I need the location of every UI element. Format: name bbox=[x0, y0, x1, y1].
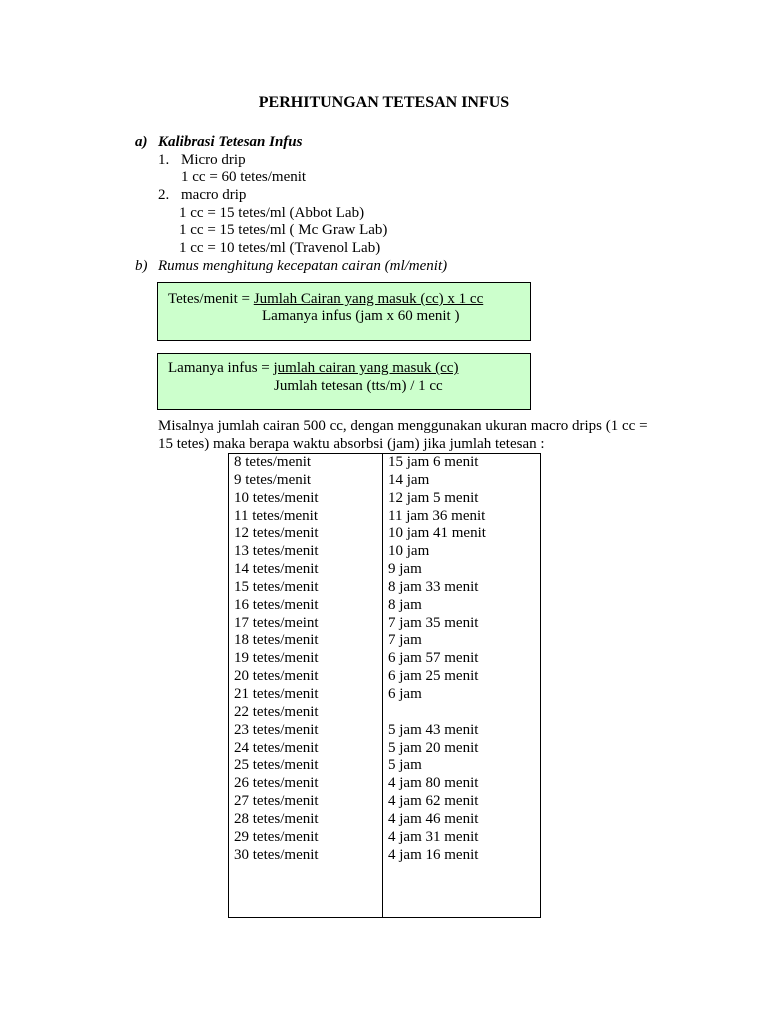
table-cell-duration: 10 jam bbox=[388, 543, 430, 560]
section-a-heading: Kalibrasi Tetesan Infus bbox=[158, 134, 303, 150]
list-item-micro-drip: Micro drip bbox=[181, 152, 246, 168]
table-cell-drip-rate: 16 tetes/menit bbox=[234, 596, 319, 613]
formula-box-infusion-duration bbox=[157, 353, 531, 410]
table-cell-duration: 6 jam 25 menit bbox=[388, 668, 479, 685]
table-cell-drip-rate: 11 tetes/menit bbox=[234, 507, 319, 524]
table-cell-duration: 6 jam 57 menit bbox=[388, 650, 479, 667]
table-cell-duration: 5 jam 20 menit bbox=[388, 739, 479, 756]
formula-denominator: Jumlah tetesan (tts/m) / 1 cc bbox=[274, 378, 443, 394]
calibration-line: 1 cc = 10 tetes/ml (Travenol Lab) bbox=[179, 240, 381, 256]
table-cell-drip-rate: 29 tetes/menit bbox=[234, 828, 319, 845]
calibration-line: 1 cc = 60 tetes/menit bbox=[181, 169, 307, 185]
column-duration bbox=[388, 454, 486, 864]
formula-lhs: Lamanya infus = bbox=[168, 360, 274, 376]
table-cell-drip-rate: 22 tetes/menit bbox=[234, 703, 319, 720]
calibration-line: 1 cc = 15 tetes/ml ( Mc Graw Lab) bbox=[179, 222, 388, 238]
table-cell-drip-rate: 26 tetes/menit bbox=[234, 775, 319, 792]
drip-duration-table bbox=[228, 453, 541, 918]
table-cell-drip-rate: 25 tetes/menit bbox=[234, 757, 319, 774]
list-item-macro-drip: macro drip bbox=[181, 187, 247, 203]
section-b-label: b) bbox=[135, 258, 148, 274]
table-cell-duration: 7 jam 35 menit bbox=[388, 614, 479, 631]
table-cell-duration: 11 jam 36 menit bbox=[388, 507, 486, 524]
formula-denominator: Lamanya infus (jam x 60 menit ) bbox=[262, 308, 460, 324]
table-cell-drip-rate: 12 tetes/menit bbox=[234, 525, 319, 542]
calibration-line: 1 cc = 15 tetes/ml (Abbot Lab) bbox=[179, 205, 365, 221]
table-cell-duration: 4 jam 46 menit bbox=[388, 810, 479, 827]
table-cell-duration: 4 jam 62 menit bbox=[388, 793, 479, 810]
table-cell-duration: 5 jam 43 menit bbox=[388, 721, 479, 738]
table-cell-drip-rate: 17 tetes/meint bbox=[234, 614, 319, 631]
example-line-1: Misalnya jumlah cairan 500 cc, dengan menggunakan ukuran macro drips (1 cc = bbox=[158, 418, 648, 434]
table-cell-drip-rate: 10 tetes/menit bbox=[234, 489, 319, 506]
table-cell-drip-rate: 8 tetes/menit bbox=[234, 454, 312, 470]
column-divider bbox=[382, 454, 383, 917]
table-cell-drip-rate: 14 tetes/menit bbox=[234, 561, 319, 578]
table-cell-duration: 7 jam bbox=[388, 632, 422, 649]
formula-lhs: Tetes/menit = bbox=[168, 291, 254, 307]
formula-numerator: Jumlah Cairan yang masuk (cc) x 1 cc bbox=[253, 291, 484, 307]
table-cell-duration: 14 jam bbox=[388, 471, 430, 488]
table-cell-drip-rate: 9 tetes/menit bbox=[234, 471, 312, 488]
table-cell-drip-rate: 15 tetes/menit bbox=[234, 578, 319, 595]
table-cell-duration: 6 jam bbox=[388, 685, 422, 702]
table-cell-duration: 4 jam 31 menit bbox=[388, 828, 479, 845]
table-cell-duration bbox=[388, 704, 486, 722]
table-cell-drip-rate: 23 tetes/menit bbox=[234, 721, 319, 738]
table-cell-duration: 9 jam bbox=[388, 561, 422, 578]
table-cell-drip-rate: 30 tetes/menit bbox=[234, 846, 319, 863]
table-cell-drip-rate: 18 tetes/menit bbox=[234, 632, 319, 649]
table-cell-drip-rate: 24 tetes/menit bbox=[234, 739, 319, 756]
table-cell-duration: 15 jam 6 menit bbox=[388, 454, 479, 470]
table-cell-drip-rate: 21 tetes/menit bbox=[234, 685, 319, 702]
example-line-2: 15 tetes) maka berapa waktu absorbsi (jam) jika jumlah tetesan : bbox=[158, 436, 545, 452]
list-item-number: 2. bbox=[158, 187, 170, 203]
column-drip-rate bbox=[234, 454, 319, 864]
table-cell-drip-rate: 19 tetes/menit bbox=[234, 650, 319, 667]
formula-box-drip-rate bbox=[157, 282, 531, 341]
table-cell-duration: 8 jam bbox=[388, 596, 422, 613]
table-cell-drip-rate: 20 tetes/menit bbox=[234, 668, 319, 685]
table-cell-drip-rate: 27 tetes/menit bbox=[234, 793, 319, 810]
list-item-number: 1. bbox=[158, 152, 170, 168]
table-cell-duration: 4 jam 80 menit bbox=[388, 775, 479, 792]
table-cell-drip-rate: 28 tetes/menit bbox=[234, 810, 319, 827]
page-title: PERHITUNGAN TETESAN INFUS bbox=[258, 94, 510, 111]
table-cell-duration: 12 jam 5 menit bbox=[388, 489, 479, 506]
table-cell-duration: 8 jam 33 menit bbox=[388, 578, 479, 595]
table-cell-duration: 10 jam 41 menit bbox=[388, 525, 486, 542]
section-b-heading: Rumus menghitung kecepatan cairan (ml/menit) bbox=[158, 258, 448, 274]
formula-numerator: jumlah cairan yang masuk (cc) bbox=[273, 360, 459, 376]
section-a-label: a) bbox=[135, 134, 148, 150]
table-cell-duration: 5 jam bbox=[388, 757, 422, 774]
table-cell-duration: 4 jam 16 menit bbox=[388, 846, 479, 863]
table-cell-drip-rate: 13 tetes/menit bbox=[234, 543, 319, 560]
